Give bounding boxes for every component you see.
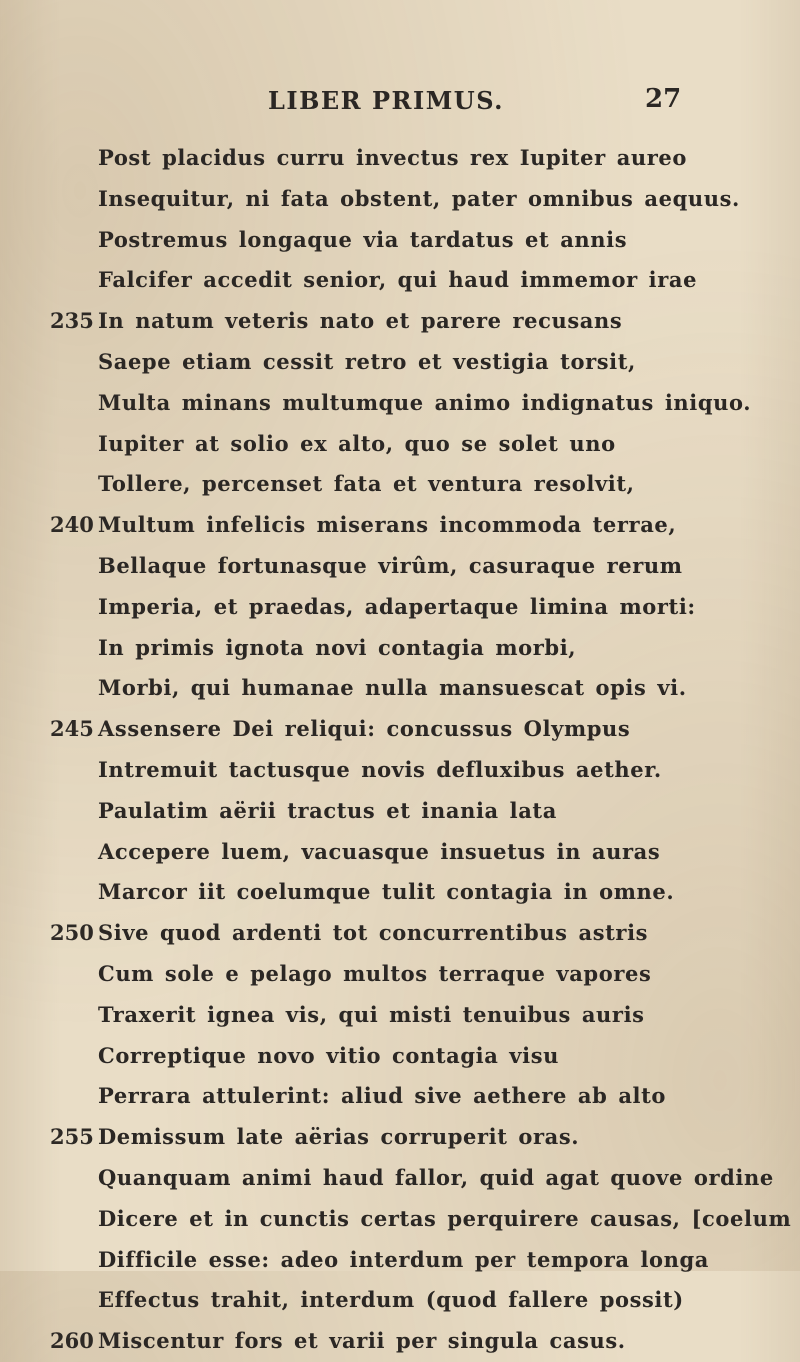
verse-line	[0, 1280, 800, 1321]
verse-text: Perrara attulerint: aliud sive aethere ab alto	[98, 1083, 667, 1109]
verse-text: Miscentur fors et varii per singula casus.	[98, 1328, 626, 1354]
verse-text: Paulatim aërii tractus et inania lata	[98, 797, 557, 823]
verse-line	[0, 791, 800, 832]
verse-line	[0, 628, 800, 669]
verse-line	[0, 424, 800, 465]
verse-line	[0, 138, 800, 179]
verse-text: Demissum late aërias corruperit oras.	[98, 1124, 580, 1150]
verse-line	[0, 668, 800, 709]
verse-text: Difficile esse: adeo interdum per tempora longa	[98, 1246, 710, 1272]
verse-text: Iupiter at solio ex alto, quo se solet uno	[98, 430, 616, 456]
verse-line	[0, 260, 800, 301]
verse-line	[0, 995, 800, 1036]
verse-line	[0, 383, 800, 424]
line-number: 240	[50, 512, 94, 538]
verse-line	[0, 1076, 800, 1117]
verse-text: Falcifer accedit senior, qui haud immemor irae	[98, 267, 698, 293]
verse-line	[0, 301, 800, 342]
page-header	[0, 86, 800, 126]
verse-text: Traxerit ignea vis, qui misti tenuibus auris	[98, 1001, 645, 1027]
verse-text: Postremus longaque via tardatus et annis	[98, 226, 628, 252]
verse-line	[0, 342, 800, 383]
page-number: 27	[645, 84, 682, 114]
line-number: 235	[50, 308, 94, 334]
verse-line	[0, 954, 800, 995]
verse-line	[0, 587, 800, 628]
verse-line	[0, 1321, 800, 1362]
verse-text: Morbi, qui humanae nulla mansuescat opis vi.	[98, 675, 687, 701]
verse-line	[0, 709, 800, 750]
verse-line	[0, 1117, 800, 1158]
line-number: 255	[50, 1124, 94, 1150]
verse-text: Saepe etiam cessit retro et vestigia torsit,	[98, 348, 636, 374]
verse-text: Sive quod ardenti tot concurrentibus astris	[98, 920, 649, 946]
verse-line	[0, 179, 800, 220]
verse-text: Correptique novo vitio contagia visu	[98, 1042, 559, 1068]
verse-text: Imperia, et praedas, adapertaque limina morti:	[98, 593, 696, 619]
verse-text: Cum sole e pelago multos terraque vapores	[98, 960, 652, 986]
verse-line	[0, 1036, 800, 1077]
verse-text: Multum infelicis miserans incommoda terrae,	[98, 512, 677, 538]
verse-line	[0, 913, 800, 954]
verse-text: Dicere et in cunctis certas perquirere causas, [coelum	[98, 1205, 792, 1231]
verse-line	[0, 872, 800, 913]
verse-text: Effectus trahit, interdum (quod fallere possit)	[98, 1287, 684, 1313]
verse-text: Assensere Dei reliqui: concussus Olympus	[98, 716, 631, 742]
verse-line	[0, 1240, 800, 1281]
verse-text: Post placidus curru invectus rex Iupiter aureo	[98, 145, 687, 170]
verse-text: Bellaque fortunasque virûm, casuraque rerum	[98, 552, 683, 578]
verse-text: Tollere, percenset fata et ventura resolvit,	[98, 471, 635, 497]
verse-text: In primis ignota novi contagia morbi,	[98, 634, 577, 660]
verse-text: Accepere luem, vacuasque insuetus in auras	[98, 838, 661, 864]
verse-line	[0, 220, 800, 261]
verse-line	[0, 750, 800, 791]
verse-text: Intremuit tactusque novis defluxibus aether.	[98, 756, 662, 782]
verse-line	[0, 832, 800, 873]
line-number: 250	[50, 920, 94, 946]
running-head: LIBER PRIMUS.	[268, 86, 505, 115]
verse-line	[0, 1199, 800, 1240]
verse-line	[0, 546, 800, 587]
verse-line	[0, 464, 800, 505]
verse-text: Insequitur, ni fata obstent, pater omnibus aequus.	[98, 185, 740, 211]
verse-text: Quanquam animi haud fallor, quid agat quove ordine	[98, 1164, 774, 1190]
verse-block	[0, 138, 800, 1362]
verse-text: Multa minans multumque animo indignatus iniquo.	[98, 389, 752, 415]
line-number: 260	[50, 1328, 94, 1354]
verse-line	[0, 1158, 800, 1199]
line-number: 245	[50, 716, 94, 742]
verse-text: Marcor iit coelumque tulit contagia in omne.	[98, 879, 675, 905]
verse-line	[0, 505, 800, 546]
verse-text: In natum veteris nato et parere recusans	[98, 308, 623, 334]
